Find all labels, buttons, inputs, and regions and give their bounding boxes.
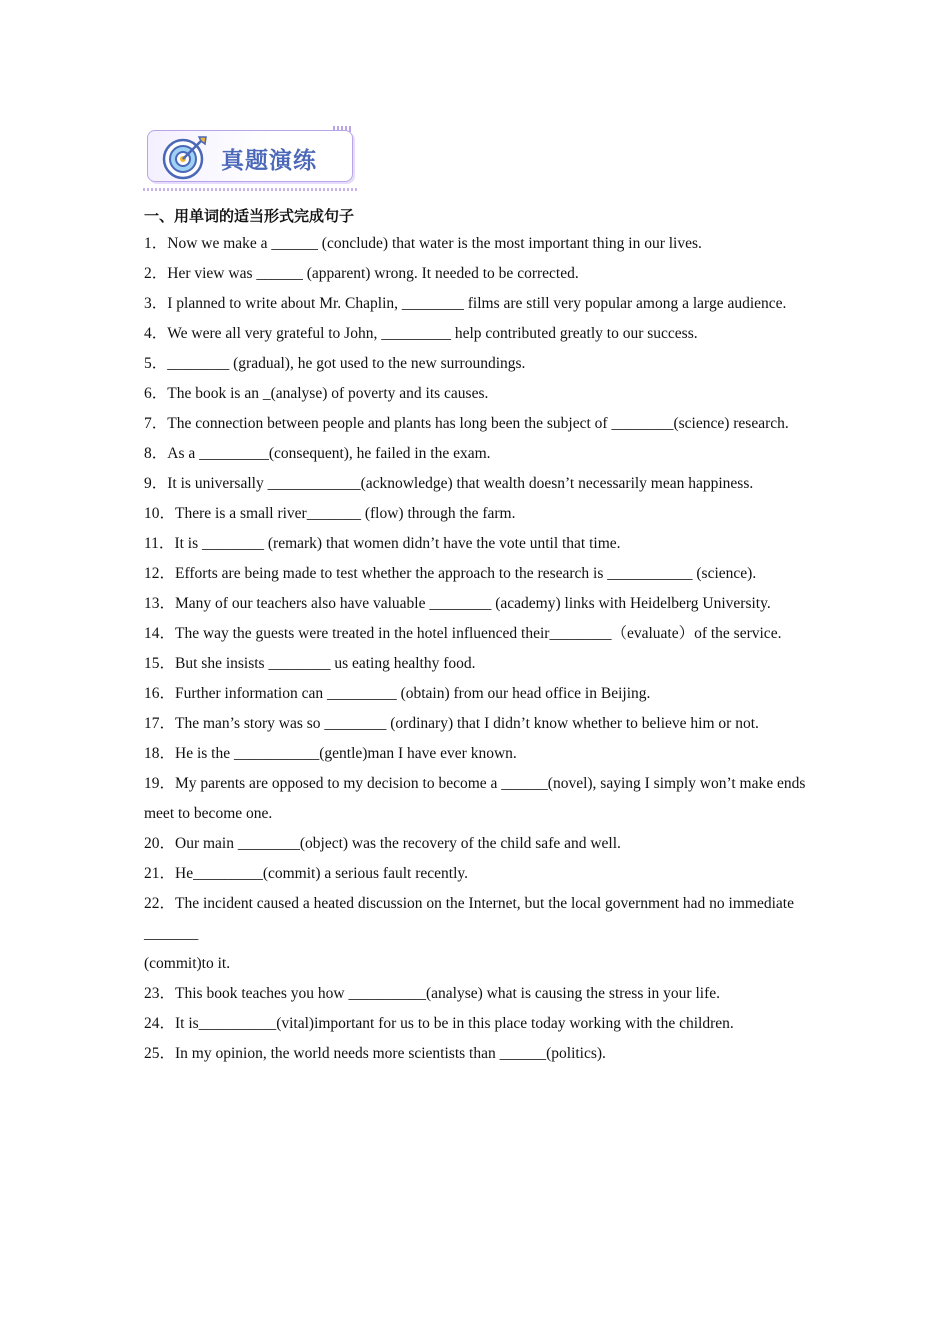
question-item: [144, 439, 814, 469]
question-number: 25．: [144, 1045, 176, 1062]
question-item: [144, 949, 814, 979]
question-item: [144, 469, 814, 499]
question-number: 14．: [144, 625, 176, 642]
question-item: [144, 229, 814, 259]
question-item: [144, 559, 814, 589]
question-item: [144, 1039, 814, 1069]
question-item: [144, 769, 814, 829]
question-text: The way the guests were treated in the hotel influenced their________（evaluate）of the service.: [175, 625, 782, 642]
question-number: 15．: [144, 655, 176, 672]
question-item: [144, 409, 814, 439]
question-item: [144, 709, 814, 739]
question-number: 5．: [144, 355, 168, 372]
question-text: It is ________ (remark) that women didn’t have the vote until that time.: [174, 535, 621, 552]
question-number: 23．: [144, 985, 176, 1002]
question-number: 11．: [144, 535, 175, 552]
question-number: 7．: [144, 415, 168, 432]
question-item: [144, 529, 814, 559]
question-number: 20．: [144, 835, 176, 852]
question-number: 21．: [144, 865, 176, 882]
question-text: Now we make a ______ (conclude) that water is the most important thing in our lives.: [167, 235, 702, 252]
question-number: 17．: [144, 715, 176, 732]
question-number: 24．: [144, 1015, 176, 1032]
question-text: He_________(commit) a serious fault recently.: [175, 865, 468, 882]
question-text: It is__________(vital)important for us to be in this place today working with the children.: [175, 1015, 734, 1032]
question-item: [144, 499, 814, 529]
banner-underline: [143, 188, 357, 191]
question-item: [144, 589, 814, 619]
question-item: [144, 1009, 814, 1039]
question-text: I planned to write about Mr. Chaplin, ________ films are still very popular among a large audience.: [167, 295, 787, 312]
question-text: We were all very grateful to John, _________ help contributed greatly to our success.: [167, 325, 698, 342]
question-text: ________ (gradual), he got used to the new surroundings.: [167, 355, 526, 372]
question-text: This book teaches you how __________(analyse) what is causing the stress in your life.: [175, 985, 720, 1002]
question-text: The book is an _(analyse) of poverty and its causes.: [167, 385, 489, 402]
question-text: The man’s story was so ________ (ordinary) that I didn’t know whether to believe him or not.: [175, 715, 759, 732]
question-text: The connection between people and plants has long been the subject of ________(science) research.: [167, 415, 789, 432]
question-item: [144, 679, 814, 709]
question-item: [144, 829, 814, 859]
question-text: Further information can _________ (obtain) from our head office in Beijing.: [175, 685, 651, 702]
question-number: 19．: [144, 775, 176, 792]
question-item: [144, 289, 814, 319]
question-item: [144, 859, 814, 889]
question-number: 9．: [144, 475, 168, 492]
question-number: 12．: [144, 565, 176, 582]
question-text: There is a small river_______ (flow) through the farm.: [175, 505, 516, 522]
question-item: [144, 349, 814, 379]
section-banner: [143, 126, 357, 194]
question-text: Our main ________(object) was the recovery of the child safe and well.: [175, 835, 621, 852]
question-text: It is universally ____________(acknowledge) that wealth doesn’t necessarily mean happiness.: [167, 475, 754, 492]
question-list: [144, 229, 814, 1069]
question-item: [144, 319, 814, 349]
question-text: In my opinion, the world needs more scientists than ______(politics).: [175, 1045, 606, 1062]
question-text: My parents are opposed to my decision to become a ______(novel), saying I simply won’t make ends meet to become one.: [144, 775, 806, 822]
question-text: But she insists ________ us eating healthy food.: [175, 655, 476, 672]
question-number: 22．: [144, 895, 176, 912]
question-item: [144, 619, 814, 649]
question-number: 10．: [144, 505, 176, 522]
target-arrow-icon: [161, 134, 209, 180]
question-text: The incident caused a heated discussion on the Internet, but the local government had no immediate _______: [144, 895, 794, 942]
question-number: 4．: [144, 325, 168, 342]
section-heading: 一、用单词的适当形式完成句子: [144, 207, 355, 225]
question-number: 13．: [144, 595, 176, 612]
question-text: Her view was ______ (apparent) wrong. It needed to be corrected.: [167, 265, 579, 282]
banner-title: 真题演练: [221, 148, 317, 174]
question-item: [144, 739, 814, 769]
question-number: 2．: [144, 265, 168, 282]
question-number: 6．: [144, 385, 168, 402]
question-text: Efforts are being made to test whether the approach to the research is ___________ (science).: [175, 565, 757, 582]
question-text: (commit)to it.: [144, 955, 231, 972]
question-text: He is the ___________(gentle)man I have ever known.: [175, 745, 517, 762]
question-number: 18．: [144, 745, 176, 762]
question-text: Many of our teachers also have valuable ________ (academy) links with Heidelberg University.: [175, 595, 771, 612]
question-item: [144, 379, 814, 409]
question-number: 3．: [144, 295, 168, 312]
question-number: 8．: [144, 445, 168, 462]
question-item: [144, 979, 814, 1009]
question-text: As a _________(consequent), he failed in the exam.: [167, 445, 491, 462]
question-item: [144, 649, 814, 679]
question-number: 1．: [144, 235, 168, 252]
question-number: 16．: [144, 685, 176, 702]
question-item: [144, 889, 814, 949]
question-item: [144, 259, 814, 289]
